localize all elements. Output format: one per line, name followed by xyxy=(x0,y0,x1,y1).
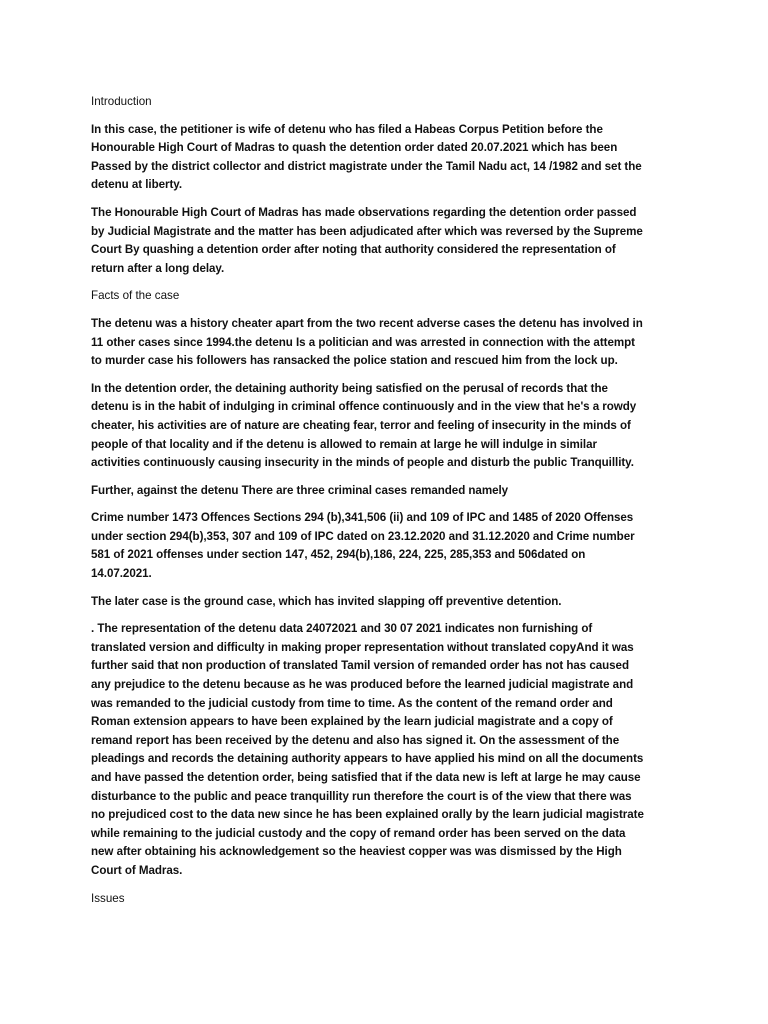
heading-facts: Facts of the case xyxy=(91,289,180,303)
paragraph-history: The detenu was a history cheater apart from the two recent adverse cases the detenu has involved in 11 other cases since 1994.the detenu Is a politician and was arrested in connection with the attempt to murder case his followers has ransacked the police station and rescued him from the lock up. xyxy=(91,316,643,368)
paragraph-observations: The Honourable High Court of Madras has made observations regarding the detention order passed by Judicial Magistrate and the matter has been adjudicated after which was reversed by the Supreme Court By quashing a detention order after noting that authority considered the representation of return after a long delay. xyxy=(91,205,643,275)
paragraph-petition: In this case, the petitioner is wife of detenu who has filed a Habeas Corpus Petition before the Honourable High Court of Madras to quash the detention order dated 20.07.2021 which has been Passed by the district collector and district magistrate under the Tamil Nadu act, 14 /1982 and set the detenu at liberty. xyxy=(91,122,642,192)
paragraph-detention-order: In the detention order, the detaining authority being satisfied on the perusal of records that the detenu is in the habit of indulging in criminal offence continuously and in the view that he's a rowdy cheater, his activities are of nature are cheating fear, terror and feeling of insecurity in the minds of people of that locality and if the detenu is allowed to remain at large he will indulge in similar activities continuously causing insecurity in the minds of people and disturb the public Tranquillity. xyxy=(91,381,637,470)
paragraph-ground-case: The later case is the ground case, which has invited slapping off preventive detention. xyxy=(91,594,562,608)
heading-introduction: Introduction xyxy=(91,95,152,108)
paragraph-representation: . The representation of the detenu data 24072021 and 30 07 2021 indicates non furnishing of translated version and difficulty in making proper representation without translated copyAnd it was further said that non production of translated Tamil version of remanded order has not has caused any prejudice to the detenu because as he was produced before the learned judicial magistrate and was remanded to the judicial custody from time to time. As the content of the remand order and Roman extension appears to have been explained by the learn judicial magistrate and a copy of remand report has been received by the detenu and also has signed it. On the assessment of the pleadings and records the detaining authority appears to have applied his mind on all the documents and have passed the detention order, being satisfied that if the data new is left at large he may cause disturbance to the public and peace tranquillity run therefore the court is of the view that there was no prejudiced cost to the data new since he has been explained orally by the learn judicial magistrate while remaining to the judicial custody and the copy of remand order has been served on the data new after obtaining his acknowledgement so the heaviest copper was was dismissed by the High Court of Madras. xyxy=(91,622,644,877)
paragraph-crime-numbers: Crime number 1473 Offences Sections 294 (b),341,506 (ii) and 109 of IPC and 1485 of 2020 Offenses under section 294(b),353, 307 and 109 of IPC dated on 23.12.2020 and 31.12.2020 and Crime number 581 of 2021 offenses under section 147, 452, 294(b),186, 224, 225, 285,353 and 506dated on 14.07.2021. xyxy=(91,511,635,581)
paragraph-criminal-cases: Further, against the detenu There are three criminal cases remanded namely xyxy=(91,483,509,497)
heading-issues: Issues xyxy=(91,891,125,905)
